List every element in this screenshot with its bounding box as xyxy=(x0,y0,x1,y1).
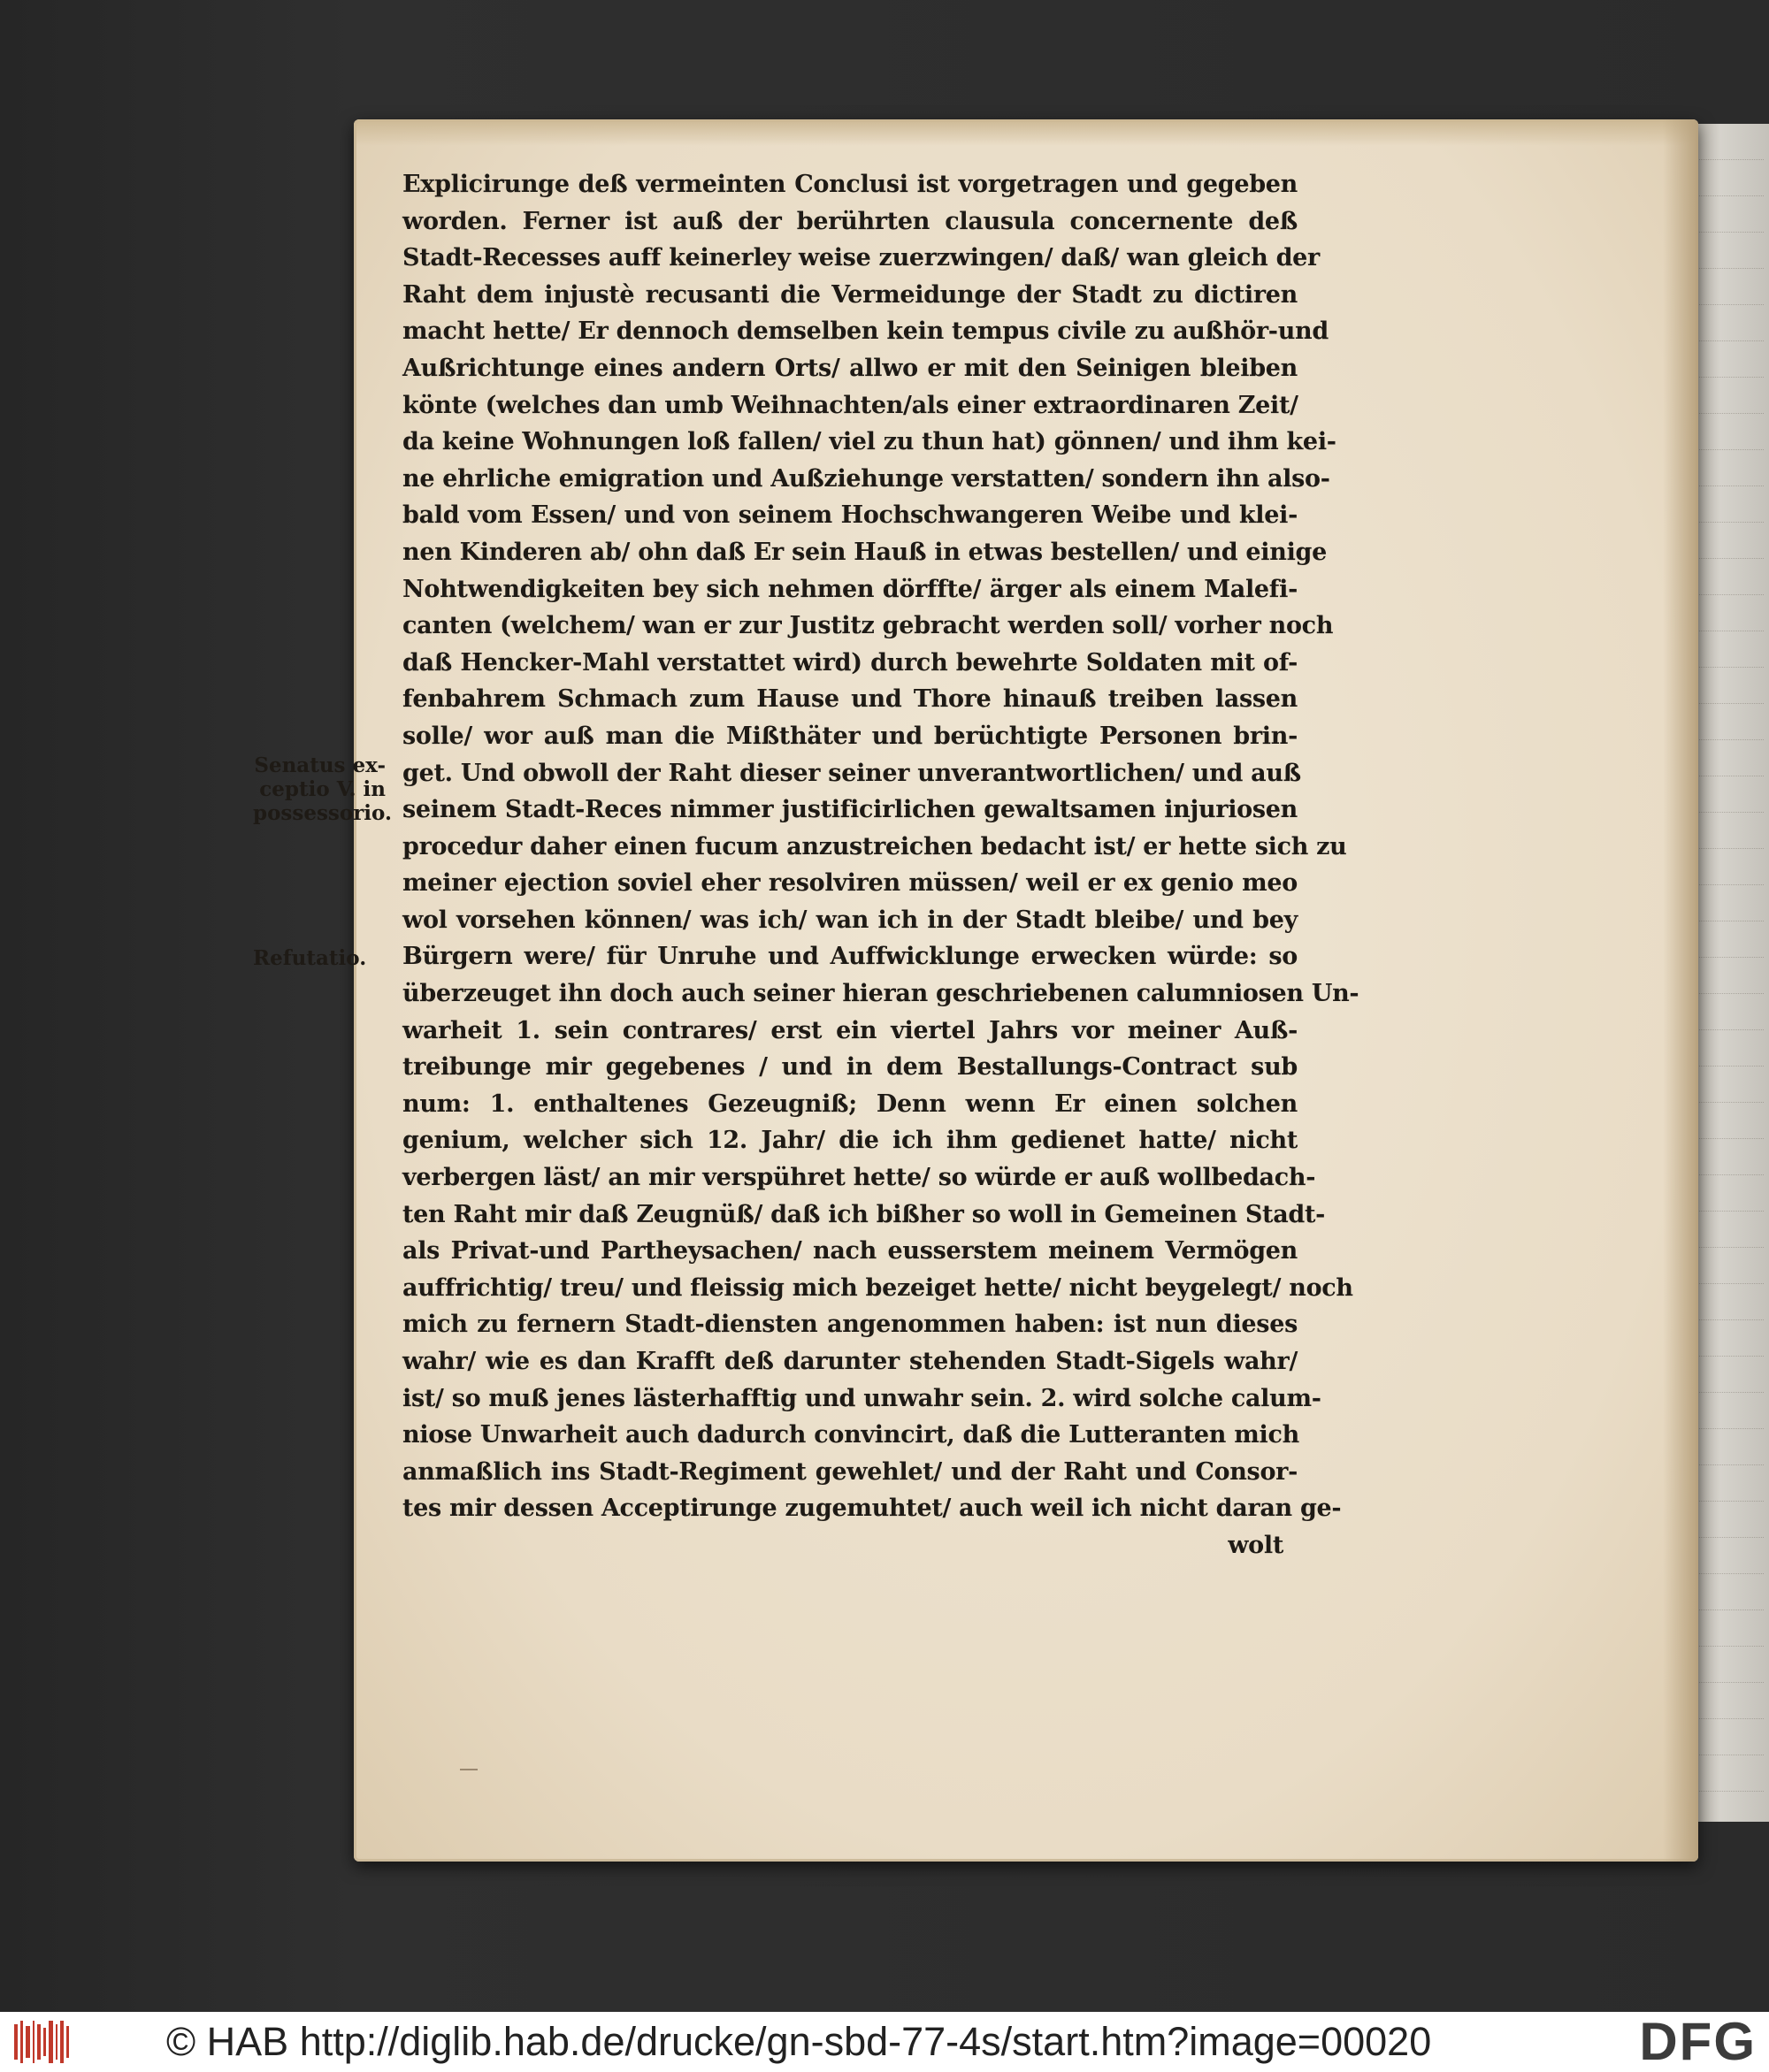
adjacent-page-line xyxy=(1693,740,1764,776)
adjacent-page-line xyxy=(1693,378,1764,414)
adjacent-page-line xyxy=(1693,813,1764,849)
adjacent-page-line xyxy=(1693,631,1764,668)
adjacent-page-line xyxy=(1693,1647,1764,1683)
margin-note-refutatio: Refutatio. xyxy=(253,946,367,970)
text-line: meiner ejection soviel eher resolviren müssen/ weil er ex genio meo xyxy=(402,869,1298,898)
adjacent-page-line xyxy=(1693,523,1764,559)
adjacent-page-line xyxy=(1693,559,1764,595)
adjacent-page-line xyxy=(1693,1683,1764,1719)
text-line: Außrichtunge eines andern Orts/ allwo er mit den Seinigen bleiben xyxy=(402,354,1298,382)
text-line: daß Hencker-Mahl verstattet wird) durch bewehrte Soldaten mit of- xyxy=(402,648,1298,677)
adjacent-page-edge xyxy=(1688,124,1769,1822)
text-line: ten Raht mir daß Zeugnüß/ daß ich bißher so woll in Gemeinen Stadt- xyxy=(402,1200,1326,1228)
text-line: num: 1. enthaltenes Gezeugniß; Denn wenn Er einen solchen xyxy=(402,1090,1298,1118)
adjacent-page-line xyxy=(1693,196,1764,233)
text-line: verbergen läst/ an mir verspühret hette/ so würde er auß wollbedach- xyxy=(402,1164,1316,1192)
adjacent-page-line xyxy=(1693,1067,1764,1103)
adjacent-page-line xyxy=(1693,486,1764,523)
text-line: genium, welcher sich 12. Jahr/ die ich ihm gedienet hatte/ nicht xyxy=(402,1127,1298,1155)
barcode-icon xyxy=(12,2017,74,2067)
adjacent-page-line xyxy=(1693,994,1764,1030)
adjacent-page-line xyxy=(1693,1212,1764,1248)
text-line: get. Und obwoll der Raht dieser seiner unverantwortlichen/ und auß xyxy=(402,759,1301,787)
margin-note-line: Senatus ex- xyxy=(254,753,386,777)
text-line: macht hette/ Er dennoch demselben kein tempus civile zu außhör-und xyxy=(402,317,1329,346)
adjacent-page-line xyxy=(1693,1175,1764,1212)
adjacent-page-line xyxy=(1693,1538,1764,1574)
adjacent-page-line xyxy=(1693,1574,1764,1610)
text-line: bald vom Essen/ und von seinem Hochschwangeren Weibe und klei- xyxy=(402,501,1298,530)
adjacent-page-line xyxy=(1693,1502,1764,1538)
adjacent-page-line xyxy=(1693,921,1764,958)
text-line: fenbahrem Schmach zum Hause und Thore hinauß treiben lassen xyxy=(402,685,1298,714)
copyright-link[interactable]: © HAB http://diglib.hab.de/drucke/gn-sbd-77-4s/start.htm?image=00020 xyxy=(166,2019,1432,2064)
adjacent-page-line xyxy=(1693,595,1764,631)
text-line: Explicirunge deß vermeinten Conclusi ist vorgetragen und gegeben xyxy=(402,171,1298,198)
dfg-logo: DFG xyxy=(1639,2012,1757,2071)
text-line: tes mir dessen Acceptirunge zugemuhtet/ auch weil ich nicht daran ge- xyxy=(402,1495,1342,1523)
adjacent-page-line xyxy=(1693,1139,1764,1175)
text-line: könte (welches dan umb Weihnachten/als einer extraordinaren Zeit/ xyxy=(402,391,1298,419)
adjacent-page-line xyxy=(1693,849,1764,885)
text-line: worden. Ferner ist auß der berührten clausula concernente deß xyxy=(402,207,1298,235)
text-line: ne ehrliche emigration und Außziehunge verstatten/ sondern ihn also- xyxy=(402,464,1330,493)
adjacent-page-line xyxy=(1693,414,1764,450)
text-line: als Privat-und Partheysachen/ nach eusserstem meinem Vermögen xyxy=(402,1237,1298,1265)
adjacent-page-line xyxy=(1693,1103,1764,1139)
text-line: procedur daher einen fucum anzustreichen bedacht ist/ er hette sich zu xyxy=(402,832,1347,860)
text-line: seinem Stadt-Reces nimmer justificirlichen gewaltsamen injuriosen xyxy=(402,796,1298,824)
text-line: mich zu fernern Stadt-diensten angenommen haben: ist nun dieses xyxy=(402,1311,1298,1339)
adjacent-page-line xyxy=(1693,1610,1764,1647)
adjacent-page-line xyxy=(1693,233,1764,269)
text-line: Bürgern were/ für Unruhe und Auffwicklunge erwecken würde: so xyxy=(402,943,1298,971)
adjacent-page-line xyxy=(1693,124,1764,160)
page-text-block xyxy=(402,166,1359,1564)
text-line: canten (welchem/ wan er zur Justitz gebracht werden soll/ vorher noch xyxy=(402,612,1334,640)
adjacent-page-line xyxy=(1693,776,1764,813)
adjacent-page-line xyxy=(1693,1719,1764,1755)
margin-note-line: ceptio V. in xyxy=(259,777,386,801)
text-line: treibunge mir gegebenes / und in dem Bestallungs-Contract sub xyxy=(402,1053,1298,1082)
adjacent-page-line xyxy=(1693,1357,1764,1393)
adjacent-page-line xyxy=(1693,341,1764,378)
page-mark xyxy=(460,1769,478,1770)
adjacent-page-line xyxy=(1693,668,1764,704)
adjacent-page-line xyxy=(1693,885,1764,921)
adjacent-page-line xyxy=(1693,1393,1764,1429)
footer-bar xyxy=(0,2012,1769,2072)
text-line: niose Unwarheit auch dadurch convincirt, daß die Lutteranten mich xyxy=(402,1421,1299,1449)
adjacent-page-line xyxy=(1693,1248,1764,1284)
text-line: auffrichtig/ treu/ und fleissig mich bezeiget hette/ nicht beygelegt/ noch xyxy=(402,1273,1353,1302)
text-line: Raht dem injustè recusanti die Vermeidunge der Stadt zu dictiren xyxy=(402,280,1298,309)
adjacent-page-line xyxy=(1693,1320,1764,1357)
text-line: ist/ so muß jenes lästerhafftig und unwahr sein. 2. wird solche calum- xyxy=(402,1384,1321,1412)
adjacent-page-line xyxy=(1693,1755,1764,1792)
adjacent-page-line xyxy=(1693,1284,1764,1320)
adjacent-page-line xyxy=(1693,958,1764,994)
text-line: anmaßlich ins Stadt-Regiment gewehlet/ und der Raht und Consor- xyxy=(402,1457,1298,1486)
adjacent-page-line xyxy=(1693,450,1764,486)
text-line: da keine Wohnungen loß fallen/ viel zu thun hat) gönnen/ und ihm kei- xyxy=(402,428,1336,456)
text-line: nen Kinderen ab/ ohn daß Er sein Hauß in etwas bestellen/ und einige xyxy=(402,538,1327,566)
adjacent-page-line xyxy=(1693,1030,1764,1067)
catchword: wolt xyxy=(1228,1531,1283,1559)
text-line: warheit 1. sein contrares/ erst ein viertel Jahrs vor meiner Auß- xyxy=(402,1016,1298,1044)
text-line: Nohtwendigkeiten bey sich nehmen dörffte/ ärger als einem Malefi- xyxy=(402,575,1298,603)
text-line: solle/ wor auß man die Mißthäter und berüchtigte Personen brin- xyxy=(402,722,1298,750)
adjacent-page-line xyxy=(1693,269,1764,305)
margin-note-line: possessorio. xyxy=(253,801,392,825)
text-line: wol vorsehen können/ was ich/ wan ich in der Stadt bleibe/ und bey xyxy=(402,906,1298,934)
adjacent-page-line xyxy=(1693,1429,1764,1465)
adjacent-page-line xyxy=(1693,704,1764,740)
adjacent-page-line xyxy=(1693,160,1764,196)
text-line: wahr/ wie es dan Krafft deß darunter stehenden Stadt-Sigels wahr/ xyxy=(402,1348,1298,1375)
margin-note-senatus xyxy=(253,753,392,825)
adjacent-page-line xyxy=(1693,305,1764,341)
text-line: Stadt-Recesses auff keinerley weise zuerzwingen/ daß/ wan gleich der xyxy=(402,244,1320,272)
text-line: überzeuget ihn doch auch seiner hieran geschriebenen calumniosen Un- xyxy=(402,980,1359,1008)
adjacent-page-line xyxy=(1693,1465,1764,1502)
